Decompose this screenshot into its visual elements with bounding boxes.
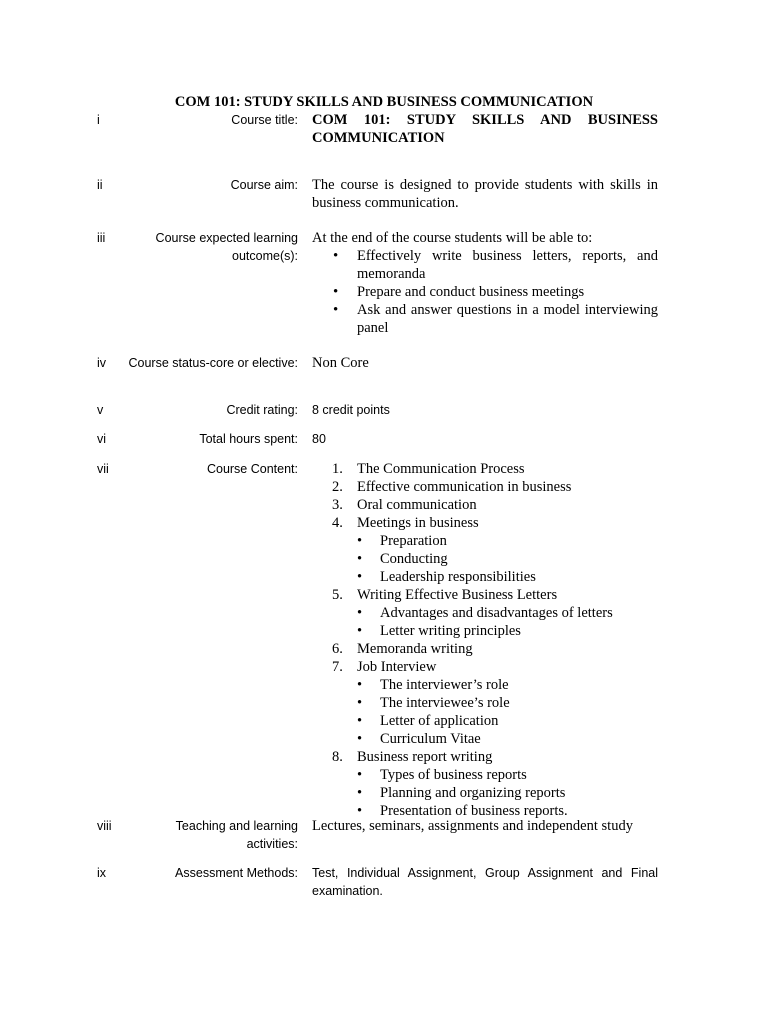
content-item — [312, 514, 658, 586]
learning-outcomes-value — [312, 229, 658, 337]
content-item-number: 1. — [332, 461, 343, 477]
course-content-label: Course Content: — [206, 462, 298, 476]
credit-rating-value: 8 credit points — [312, 403, 390, 417]
content-subitem: • The interviewee’s role — [357, 694, 658, 712]
assessment-methods-value: Test, Individual Assignment, Group Assignment and Final examination. — [312, 866, 658, 898]
content-item-number: 5. — [332, 587, 343, 603]
total-hours-label: Total hours spent: — [199, 432, 298, 446]
course-content-value — [312, 460, 658, 820]
learning-outcomes-list — [312, 247, 658, 337]
content-subitem: • Conducting — [357, 550, 658, 568]
content-subitem: • Preparation — [357, 532, 658, 550]
content-subitem-list — [357, 766, 658, 820]
course-title-label: Course title: — [231, 113, 298, 127]
content-subitem: • The interviewer’s role — [357, 676, 658, 694]
row-number: i — [97, 113, 100, 127]
content-item-number: 3. — [332, 497, 343, 513]
content-subitem: • Leadership responsibilities — [357, 568, 658, 586]
row-number: ii — [97, 178, 103, 192]
content-subitem: • Types of business reports — [357, 766, 658, 784]
total-hours-value: 80 — [312, 432, 326, 446]
content-item-text: Business report writing — [357, 749, 493, 765]
content-subitem-list — [357, 604, 658, 640]
content-item-text: The Communication Process — [357, 461, 525, 477]
row-number: viii — [97, 819, 112, 833]
credit-rating-label: Credit rating: — [226, 403, 298, 417]
row-number: ix — [97, 866, 107, 880]
course-content-list — [312, 460, 658, 820]
content-item-number: 6. — [332, 641, 343, 657]
content-subitem: • Letter of application — [357, 712, 658, 730]
content-item — [312, 496, 658, 514]
content-subitem-list — [357, 532, 658, 586]
teaching-activities-value: Lectures, seminars, assignments and independent study — [312, 818, 633, 834]
content-item — [312, 586, 658, 640]
content-item-number: 2. — [332, 479, 343, 495]
content-item — [312, 640, 658, 658]
course-status-label: Course status-core or elective: — [128, 356, 298, 370]
content-subitem: • Curriculum Vitae — [357, 730, 658, 748]
content-item-number: 4. — [332, 515, 343, 531]
content-item-text: Memoranda writing — [357, 641, 473, 657]
content-item-number: 8. — [332, 749, 343, 765]
content-subitem-list — [357, 676, 658, 748]
row-number: iii — [97, 231, 106, 245]
content-item — [312, 658, 658, 748]
row-number: iv — [97, 356, 107, 370]
content-item-text: Job Interview — [357, 659, 437, 675]
row-number: vi — [97, 432, 107, 446]
content-subitem: • Letter writing principles — [357, 622, 658, 640]
content-item — [312, 460, 658, 478]
list-item: • Effectively write business letters, reports, and memoranda — [312, 247, 658, 283]
list-item: • Ask and answer questions in a model interviewing panel — [312, 301, 658, 337]
content-item-text: Meetings in business — [357, 515, 479, 531]
course-title-value: COM 101: STUDY SKILLS AND BUSINESS COMMUNICATION — [312, 112, 658, 146]
learning-outcomes-intro: At the end of the course students will be able to: — [312, 230, 593, 246]
content-subitem: • Presentation of business reports. — [357, 802, 658, 820]
learning-outcomes-label: Course expected learning outcome(s): — [155, 231, 298, 263]
content-subitem: • Planning and organizing reports — [357, 784, 658, 802]
list-item: • Prepare and conduct business meetings — [312, 283, 658, 301]
course-status-value: Non Core — [312, 355, 369, 371]
content-item-text: Oral communication — [357, 497, 477, 513]
document-title: COM 101: STUDY SKILLS AND BUSINESS COMMUNICATION — [174, 94, 594, 110]
row-number: v — [97, 403, 104, 417]
content-subitem: • Advantages and disadvantages of letters — [357, 604, 658, 622]
row-number: vii — [97, 462, 109, 476]
content-item-number: 7. — [332, 659, 343, 675]
content-item — [312, 478, 658, 496]
teaching-activities-label: Teaching and learning activities: — [175, 819, 298, 851]
content-item-text: Writing Effective Business Letters — [357, 587, 558, 603]
content-item — [312, 748, 658, 820]
content-item-text: Effective communication in business — [357, 479, 572, 495]
course-aim-label: Course aim: — [230, 178, 298, 192]
course-aim-value: The course is designed to provide students with skills in business communication. — [312, 177, 658, 211]
assessment-methods-label: Assessment Methods: — [175, 866, 298, 880]
